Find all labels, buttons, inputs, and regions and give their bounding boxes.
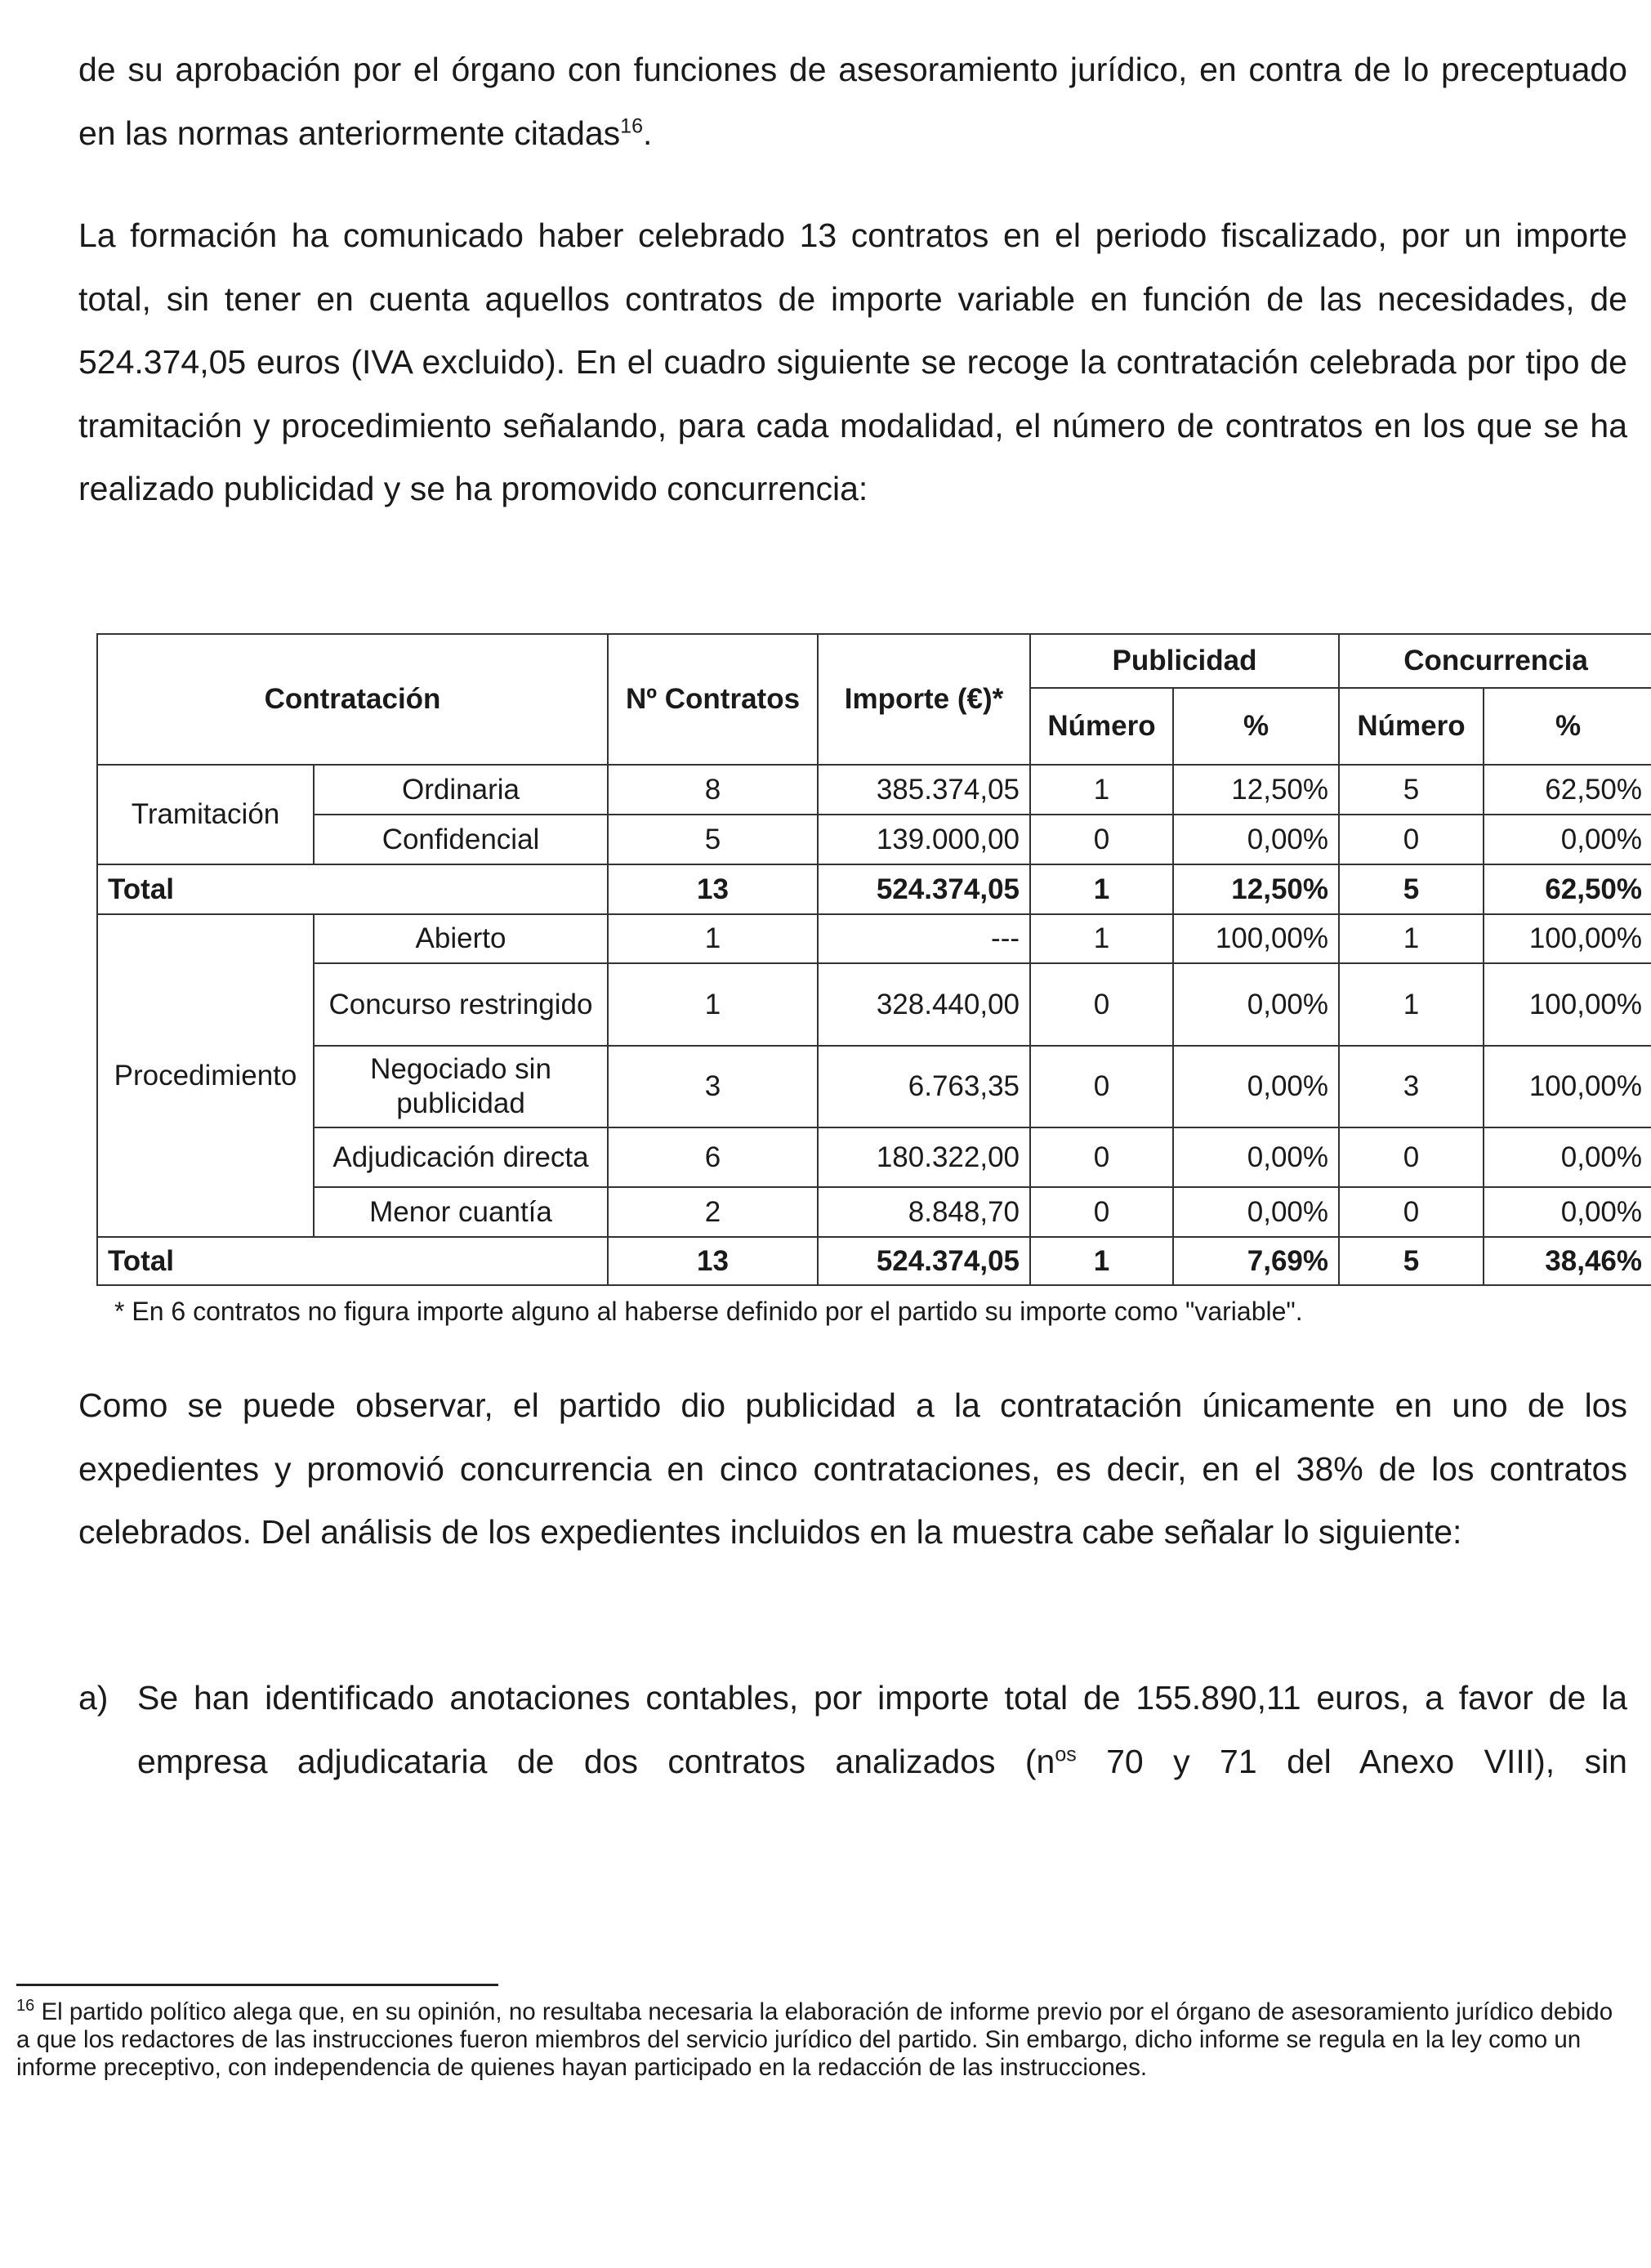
table-total-row (97, 1237, 1651, 1285)
row-label: Negociado sin publicidad (314, 1046, 608, 1127)
cell-pub-num: 1 (1030, 1237, 1173, 1285)
cell-con-num: 5 (1339, 765, 1484, 815)
cell-pub-pct: 0,00% (1173, 1187, 1339, 1237)
header-concurrencia: Concurrencia (1339, 634, 1651, 688)
list-item-text-before: Se han identificado anotaciones contables, por importe total de 155.890,11 euros, a favor de la empresa adjudicataria de dos contratos analizados (n (137, 1679, 1627, 1780)
cell-con-pct: 38,46% (1484, 1237, 1651, 1285)
cell-importe: 8.848,70 (818, 1187, 1030, 1237)
row-label: Ordinaria (314, 765, 608, 815)
cell-pub-pct: 0,00% (1173, 815, 1339, 864)
cell-con-num: 0 (1339, 815, 1484, 864)
list-item-text-after: 70 y 71 del Anexo VIII), sin (1076, 1742, 1627, 1780)
row-label: Confidencial (314, 815, 608, 864)
list-item-a (78, 1667, 1627, 1793)
total-label: Total (97, 1237, 608, 1285)
paragraph-intro-end: . (642, 114, 653, 152)
table-row (97, 765, 1651, 815)
footnote-number: 16 (16, 1997, 35, 2016)
cell-n: 13 (608, 864, 818, 914)
row-label: Menor cuantía (314, 1187, 608, 1237)
cell-pub-pct: 100,00% (1173, 914, 1339, 963)
group-label-tramitacion: Tramitación (97, 765, 314, 864)
cell-importe: 328.440,00 (818, 963, 1030, 1046)
cell-pub-pct: 12,50% (1173, 864, 1339, 914)
table-row (97, 1187, 1651, 1237)
cell-n: 5 (608, 815, 818, 864)
cell-n: 3 (608, 1046, 818, 1127)
footnote-text: El partido político alega que, en su opinión, no resultaba necesaria la elaboración de informe previo por el órgano de asesoramiento jurídico debido a que los redactores de las instrucciones fueron miembros del servicio jurídico del partido. Sin embargo, dicho informe se regula en la ley como un informe preceptivo, con independencia de quienes hayan participado en la redacción de las instrucciones. (16, 1998, 1613, 2081)
paragraph-observations: Como se puede observar, el partido dio publicidad a la contratación únicamente en uno de los expedientes y promovió concurrencia en cinco contrataciones, es decir, en el 38% de los contratos celebrados. Del análisis de los expedientes incluidos en la muestra cabe señalar lo siguiente: (78, 1386, 1627, 1551)
header-con-pct: % (1484, 688, 1651, 765)
total-label: Total (97, 864, 608, 914)
header-importe: Importe (€)* (818, 634, 1030, 765)
cell-pub-num: 1 (1030, 864, 1173, 914)
cell-con-pct: 0,00% (1484, 1187, 1651, 1237)
cell-con-num: 5 (1339, 864, 1484, 914)
cell-pub-num: 0 (1030, 963, 1173, 1046)
header-con-numero: Número (1339, 688, 1484, 765)
cell-con-pct: 0,00% (1484, 1127, 1651, 1187)
cell-importe: --- (818, 914, 1030, 963)
table-note: * En 6 contratos no figura importe alguno al haberse definido por el partido su importe como "variable". (114, 1297, 1303, 1326)
cell-n: 1 (608, 963, 818, 1046)
cell-con-num: 3 (1339, 1046, 1484, 1127)
footnote-ref-16[interactable]: 16 (620, 114, 643, 137)
row-label: Concurso restringido (314, 963, 608, 1046)
list-item-superscript: os (1055, 1742, 1077, 1766)
group-label-procedimiento: Procedimiento (97, 914, 314, 1237)
cell-n: 6 (608, 1127, 818, 1187)
cell-con-num: 1 (1339, 914, 1484, 963)
cell-con-pct: 100,00% (1484, 1046, 1651, 1127)
cell-pub-num: 0 (1030, 1046, 1173, 1127)
cell-n: 1 (608, 914, 818, 963)
row-label: Adjudicación directa (314, 1127, 608, 1187)
cell-con-pct: 62,50% (1484, 765, 1651, 815)
list-marker: a) (78, 1679, 109, 1717)
header-pub-pct: % (1173, 688, 1339, 765)
footnote-16 (16, 1998, 1627, 2082)
table-row (97, 963, 1651, 1046)
table-row (97, 1046, 1651, 1127)
cell-pub-num: 0 (1030, 815, 1173, 864)
cell-con-pct: 100,00% (1484, 914, 1651, 963)
table-header-row (97, 634, 1651, 688)
cell-n: 8 (608, 765, 818, 815)
cell-importe: 524.374,05 (818, 1237, 1030, 1285)
header-pub-numero: Número (1030, 688, 1173, 765)
cell-importe: 6.763,35 (818, 1046, 1030, 1127)
contracts-table (96, 633, 1651, 1286)
cell-importe: 139.000,00 (818, 815, 1030, 864)
cell-importe: 180.322,00 (818, 1127, 1030, 1187)
cell-pub-num: 0 (1030, 1187, 1173, 1237)
header-n-contratos: Nº Contratos (608, 634, 818, 765)
cell-importe: 524.374,05 (818, 864, 1030, 914)
cell-pub-pct: 0,00% (1173, 1046, 1339, 1127)
cell-pub-num: 1 (1030, 765, 1173, 815)
footnote-separator (16, 1984, 498, 1986)
table-row (97, 914, 1651, 963)
header-publicidad: Publicidad (1030, 634, 1339, 688)
header-contratacion: Contratación (97, 634, 608, 765)
cell-n: 13 (608, 1237, 818, 1285)
row-label: Abierto (314, 914, 608, 963)
cell-n: 2 (608, 1187, 818, 1237)
table-row (97, 815, 1651, 864)
cell-pub-pct: 12,50% (1173, 765, 1339, 815)
table-row (97, 1127, 1651, 1187)
cell-pub-num: 1 (1030, 914, 1173, 963)
cell-importe: 385.374,05 (818, 765, 1030, 815)
cell-pub-num: 0 (1030, 1127, 1173, 1187)
cell-con-pct: 62,50% (1484, 864, 1651, 914)
list-item-text (137, 1667, 1627, 1793)
cell-con-num: 5 (1339, 1237, 1484, 1285)
paragraph-contracts-summary: La formación ha comunicado haber celebrado 13 contratos en el periodo fiscalizado, por un importe total, sin tener en cuenta aquellos contratos de importe variable en función de las necesidades, de 524.374,05 euros (IVA excluido). En el cuadro siguiente se recoge la contratación celebrada por tipo de tramitación y procedimiento señalando, para cada modalidad, el número de contratos en los que se ha realizado publicidad y se ha promovido concurrencia: (78, 217, 1627, 507)
cell-con-num: 0 (1339, 1127, 1484, 1187)
table-total-row (97, 864, 1651, 914)
paragraph-intro-text: de su aprobación por el órgano con funciones de asesoramiento jurídico, en contra de lo preceptuado en las normas anteriormente citadas (78, 51, 1627, 152)
cell-con-pct: 100,00% (1484, 963, 1651, 1046)
paragraph-intro (78, 38, 1627, 165)
cell-pub-pct: 7,69% (1173, 1237, 1339, 1285)
cell-con-num: 1 (1339, 963, 1484, 1046)
cell-pub-pct: 0,00% (1173, 1127, 1339, 1187)
cell-con-num: 0 (1339, 1187, 1484, 1237)
cell-pub-pct: 0,00% (1173, 963, 1339, 1046)
cell-con-pct: 0,00% (1484, 815, 1651, 864)
